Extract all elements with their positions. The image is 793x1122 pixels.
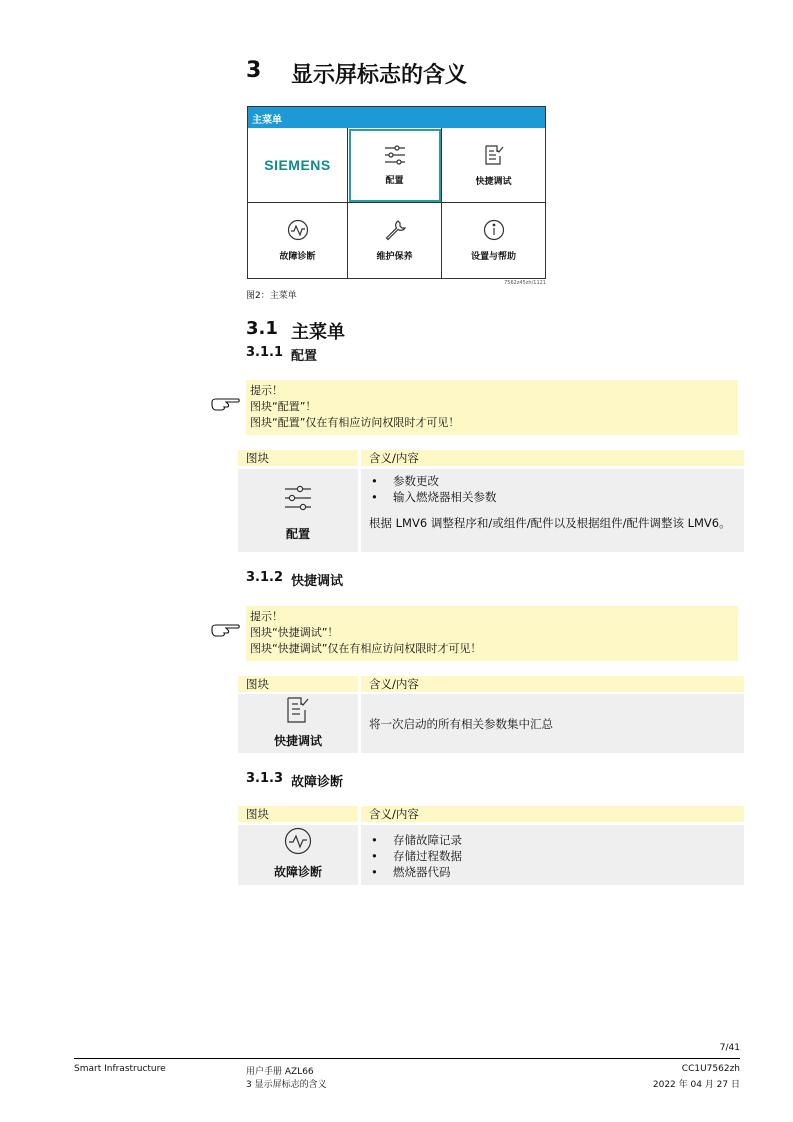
page-number: 7/41 xyxy=(719,1043,740,1053)
list-item: • 存储过程数据 xyxy=(369,848,736,864)
footer-doc-id: CC1U7562zh xyxy=(681,1064,740,1074)
menu-tile-diagnostics[interactable] xyxy=(248,203,348,278)
note-line: 图块“配置”仅在有相应访问权限时才可见！ xyxy=(250,416,460,429)
note-line: 提示！ xyxy=(250,610,283,623)
table-header-block: 图块 xyxy=(238,806,358,822)
subsection-number: 3.1.2 xyxy=(246,570,284,585)
section-title: 主菜单 xyxy=(291,322,345,343)
waveform-icon xyxy=(284,827,312,855)
info-icon xyxy=(483,219,505,241)
siemens-logo: SIEMENS xyxy=(264,157,331,173)
subsection-title: 故障诊断 xyxy=(291,775,344,790)
note-box xyxy=(246,380,738,435)
table-row xyxy=(238,469,744,552)
table-header-block: 图块 xyxy=(238,450,358,466)
main-menu-figure xyxy=(247,106,546,279)
note-line: 提示！ xyxy=(250,384,283,397)
note-box xyxy=(246,606,738,661)
sliders-icon xyxy=(283,485,313,511)
block-label: 快捷调试 xyxy=(273,734,322,748)
subsection-number: 3.1.1 xyxy=(246,345,284,360)
table-header-meaning: 含义/内容 xyxy=(361,450,744,466)
checklist-icon xyxy=(285,696,311,724)
list-item: • 存储故障记录 xyxy=(369,832,736,848)
bullet-list xyxy=(369,473,736,505)
description-text: 将一次启动的所有相关参数集中汇总 xyxy=(369,717,553,731)
list-item: • 输入燃烧器相关参数 xyxy=(369,489,736,505)
main-menu-header: 主菜单 xyxy=(248,107,545,128)
sliders-icon xyxy=(384,145,406,165)
pointing-hand-icon xyxy=(210,396,240,412)
table-header-meaning: 含义/内容 xyxy=(361,676,744,692)
footer-date: 2022 年 04 月 27 日 xyxy=(652,1080,740,1090)
waveform-icon xyxy=(287,219,309,241)
subsection-title: 配置 xyxy=(291,349,318,364)
table-header-block: 图块 xyxy=(238,676,358,692)
note-line: 图块“配置”！ xyxy=(250,400,317,413)
note-line: 图块“快捷调试”！ xyxy=(250,626,339,639)
list-item: • 燃烧器代码 xyxy=(369,864,736,880)
table-row xyxy=(238,825,744,885)
menu-tile-settings-help[interactable] xyxy=(442,203,545,278)
menu-tile-label: 故障诊断 xyxy=(279,252,316,262)
table-header xyxy=(238,676,744,692)
siemens-logo-tile xyxy=(248,128,348,203)
footer-company: Smart Infrastructure xyxy=(74,1064,166,1074)
menu-tile-configuration[interactable] xyxy=(348,128,442,203)
list-item: • 参数更改 xyxy=(369,473,736,489)
note-line: 图块“快捷调试”仅在有相应访问权限时才可见！ xyxy=(250,642,482,655)
wrench-icon xyxy=(384,219,406,241)
footer-divider xyxy=(74,1058,740,1059)
pointing-hand-icon xyxy=(210,622,240,638)
menu-tile-label: 快捷调试 xyxy=(475,176,512,187)
block-label: 配置 xyxy=(285,527,310,541)
figure-caption: 图2：主菜单 xyxy=(246,291,297,301)
table-header-meaning: 含义/内容 xyxy=(361,806,744,822)
menu-tile-label: 维护保养 xyxy=(376,252,413,262)
table-row xyxy=(238,694,744,753)
section-number: 3.1 xyxy=(246,318,278,339)
figure-reference: 7562z45zh/1121 xyxy=(504,280,546,286)
table-header xyxy=(238,450,744,466)
menu-tile-label: 设置与帮助 xyxy=(470,252,516,262)
chapter-title: 显示屏标志的含义 xyxy=(291,63,468,88)
checklist-icon xyxy=(483,144,505,166)
block-label: 故障诊断 xyxy=(273,865,322,879)
menu-tile-maintenance[interactable] xyxy=(348,203,442,278)
subsection-number: 3.1.3 xyxy=(246,771,284,786)
description-text: 根据 LMV6 调整程序和/或组件/配件以及根据组件/配件调整该 LMV6。 xyxy=(369,516,731,530)
table-header xyxy=(238,806,744,822)
menu-tile-label: 配置 xyxy=(385,175,404,186)
subsection-title: 快捷调试 xyxy=(291,574,344,589)
chapter-number: 3 xyxy=(246,58,262,83)
bullet-list xyxy=(369,832,736,880)
footer-chapter: 3 显示屏标志的含义 xyxy=(246,1080,327,1090)
footer-manual: 用户手册 AZL66 xyxy=(246,1067,314,1077)
menu-tile-quick-commissioning[interactable] xyxy=(442,128,545,203)
